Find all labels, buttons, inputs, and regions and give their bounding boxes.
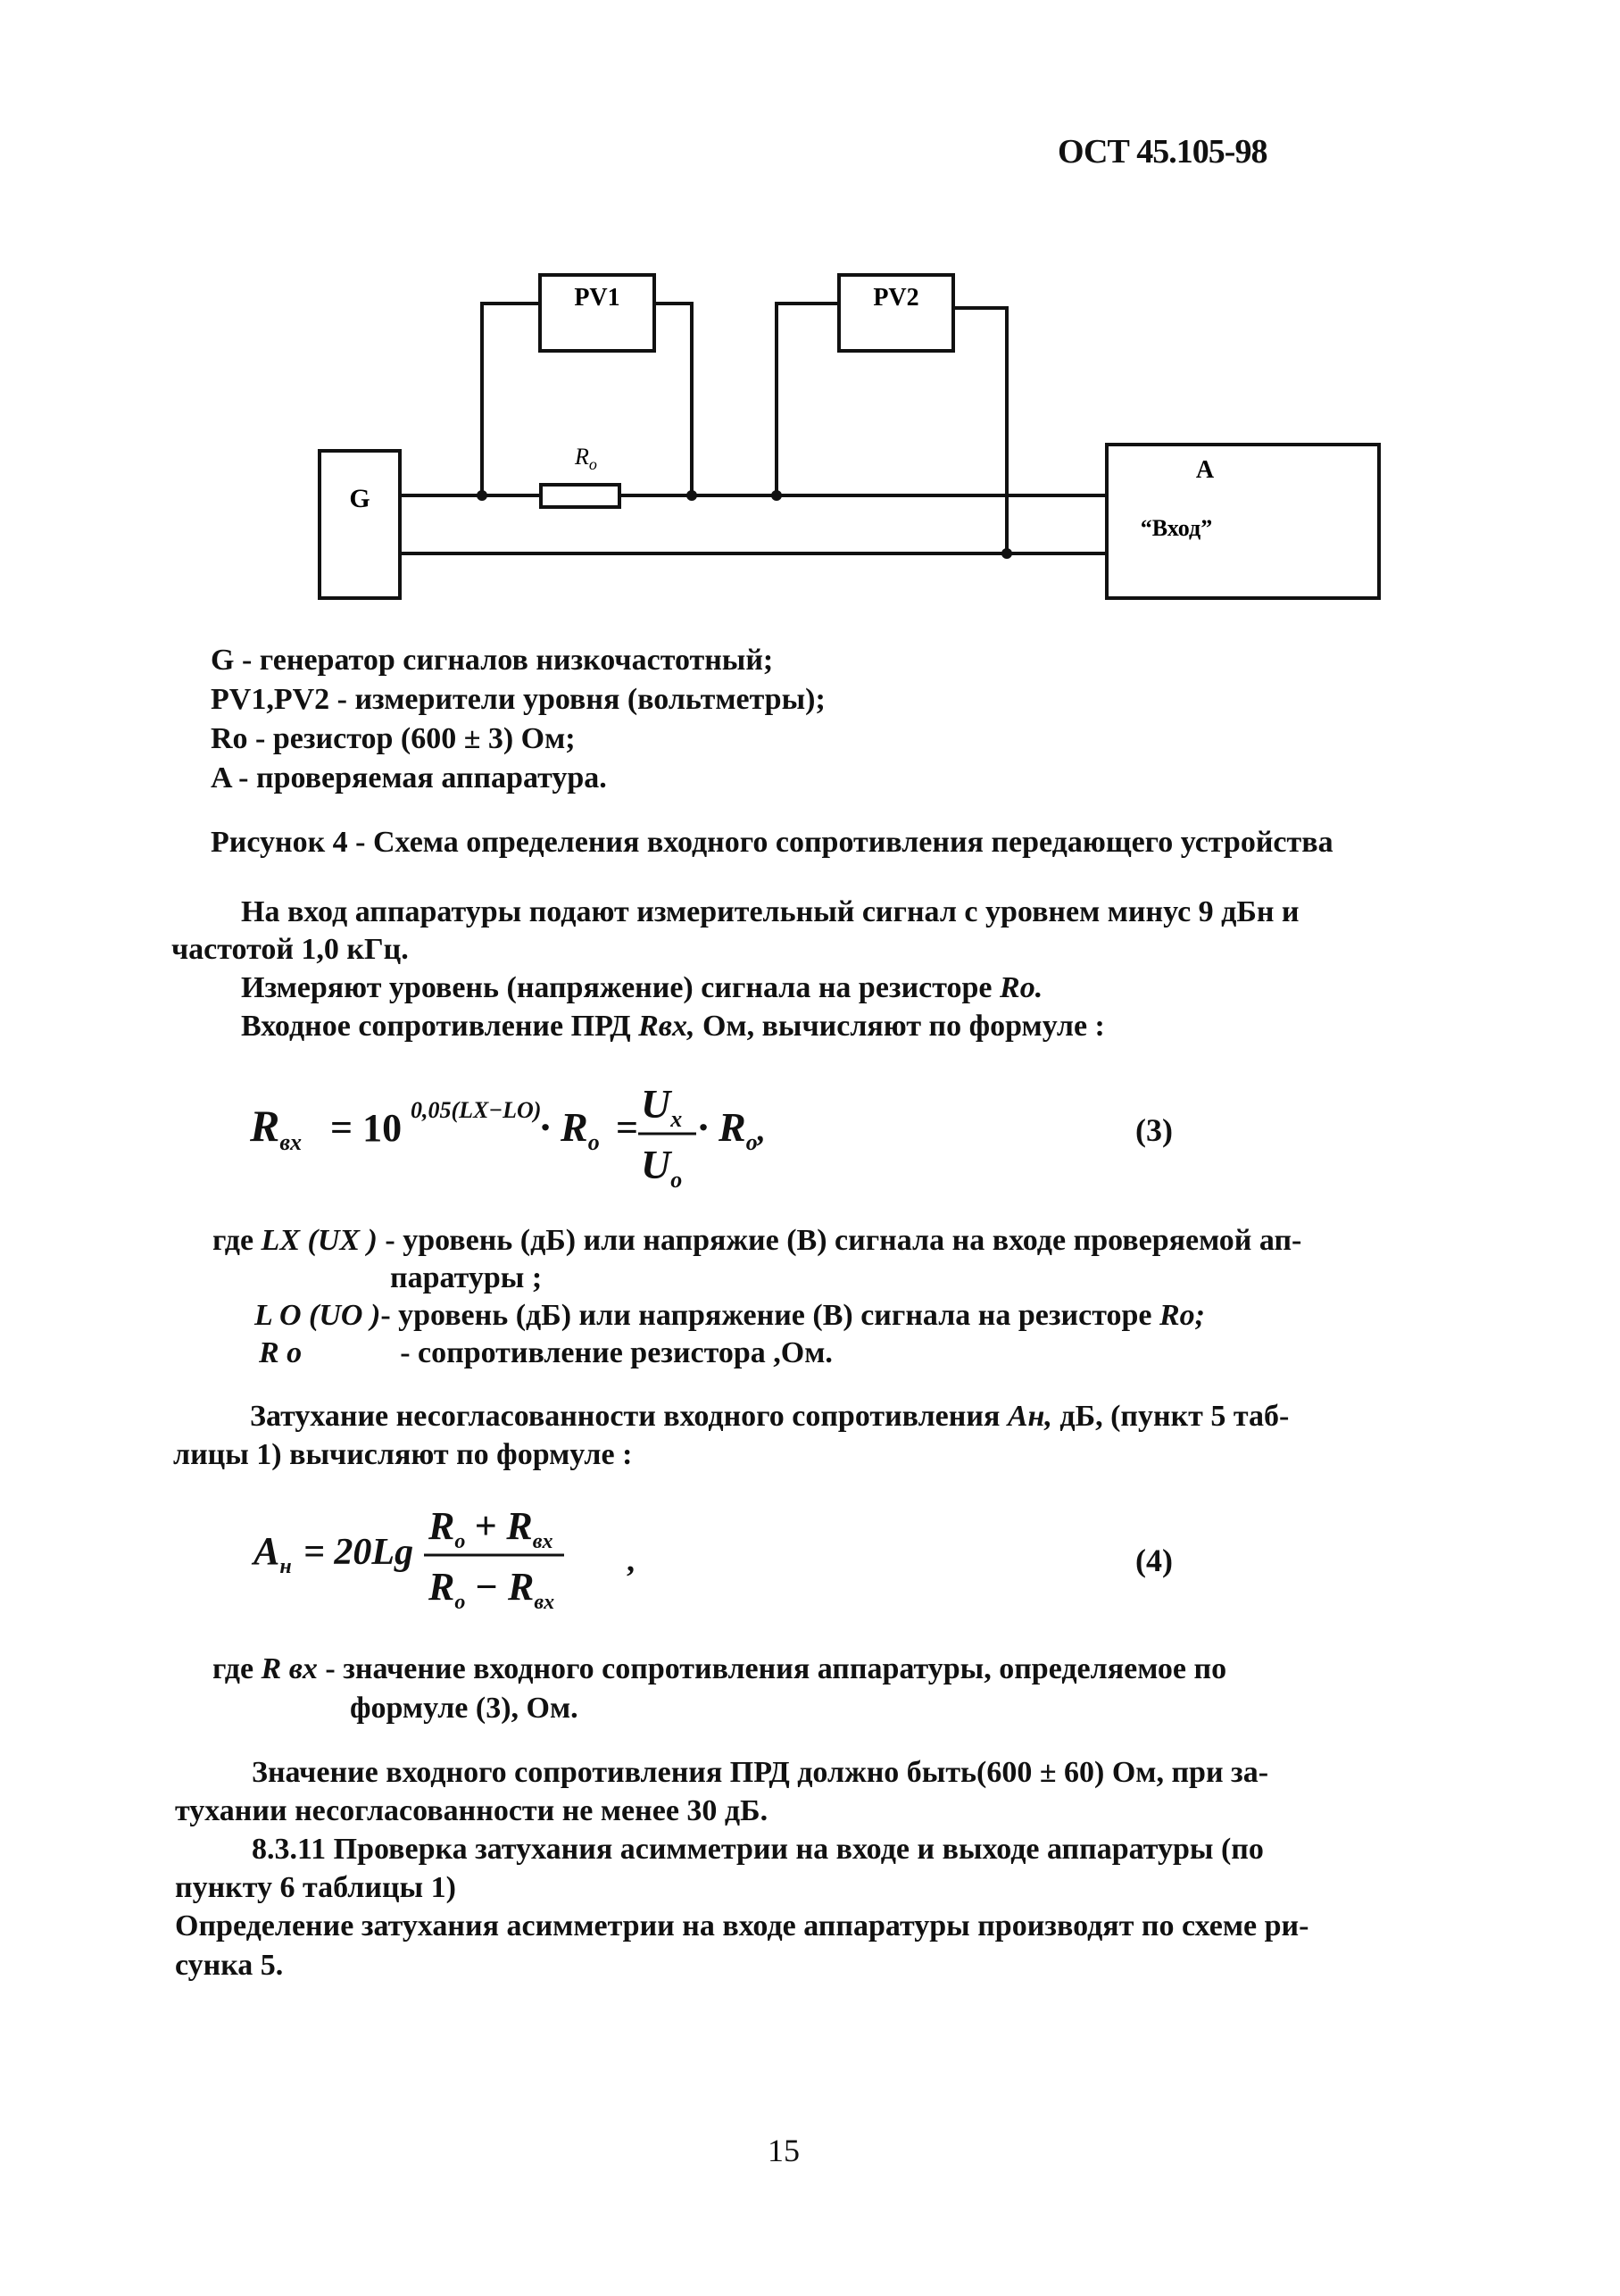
legend-item: G - генератор сигналов низкочастотный; bbox=[211, 644, 774, 677]
generator-label: G bbox=[349, 484, 370, 513]
paragraph-line: Определение затухания асимметрии на входе аппаратуры производят по схеме ри- bbox=[175, 1909, 1309, 1942]
resistor-label: $R_o$ bbox=[575, 444, 597, 473]
junction-dot bbox=[1001, 548, 1012, 559]
paragraph-line: тухании несогласованности не менее 30 дБ. bbox=[175, 1794, 768, 1827]
paragraph-line: частотой 1,0 кГц. bbox=[171, 933, 409, 966]
paragraph-line: На вход аппаратуры подают измерительный сигнал с уровнем минус 9 дБн и bbox=[241, 895, 1300, 928]
svg-text:= 20Lg: = 20Lg bbox=[303, 1532, 414, 1573]
variable-ro: Ro. bbox=[1000, 971, 1043, 1004]
paragraph-line: Значение входного сопротивления ПРД должно быть(600 ± 60) Ом, при за- bbox=[252, 1756, 1269, 1789]
svg-text:0,05(LX−LO): 0,05(LX−LO) bbox=[411, 1097, 542, 1123]
variable-an: Aн, bbox=[1007, 1400, 1052, 1433]
where-line: паратуры ; bbox=[390, 1261, 543, 1294]
legend-item: Ro - резистор (600 ± 3) Ом; bbox=[211, 722, 576, 755]
junction-dot bbox=[477, 490, 487, 501]
pv2-label: PV2 bbox=[873, 284, 919, 312]
figure-caption: Рисунок 4 - Схема определения входного сопротивления передающего устройства bbox=[211, 826, 1333, 859]
variable-rvx: R вх bbox=[261, 1652, 318, 1685]
circuit-diagram bbox=[0, 0, 1620, 625]
where-line: где LX (UX ) - уровень (дБ) или напряжие (В) сигнала на входе проверяемой ап- bbox=[212, 1224, 1302, 1257]
formula-3 bbox=[232, 1062, 1214, 1196]
formula-4 bbox=[241, 1500, 1223, 1616]
svg-text:= 10: = 10 bbox=[330, 1106, 403, 1150]
svg-text:Aн: $A_н$ bbox=[253, 1529, 292, 1578]
device-input-label: “Вход” bbox=[1140, 515, 1213, 541]
junction-dot bbox=[686, 490, 697, 501]
page-number: 15 bbox=[768, 2133, 800, 2168]
legend-item: A - проверяемая аппаратура. bbox=[211, 761, 607, 794]
variable-lx: LX (UX ) bbox=[261, 1224, 378, 1257]
variable-lo: L O (UO ) bbox=[254, 1299, 381, 1332]
pv1-label: PV1 bbox=[574, 284, 620, 312]
svg-text:Ro+ Rвх: $R_o + R_{вх}$ bbox=[428, 1504, 553, 1553]
svg-text:Uo: $U_o$ bbox=[641, 1142, 683, 1193]
where-line: R o - сопротивление резистора ,Ом. bbox=[259, 1336, 833, 1369]
where-line: формуле (3), Ом. bbox=[350, 1692, 578, 1725]
svg-text:=: = bbox=[616, 1106, 639, 1150]
section-heading: 8.3.11 Проверка затухания асимметрии на входе и выходе аппаратуры (по bbox=[252, 1833, 1264, 1866]
paragraph-line: Измеряют уровень (напряжение) сигнала на резисторе Ro. bbox=[241, 971, 1043, 1004]
paragraph-line: сунка 5. bbox=[175, 1949, 284, 1982]
variable-rvx: Rвх, bbox=[638, 1010, 695, 1043]
device-label: A bbox=[1195, 456, 1215, 484]
generator-box bbox=[320, 451, 400, 598]
paragraph-line: лицы 1) вычисляют по формуле : bbox=[173, 1438, 633, 1471]
variable-ro: R o bbox=[259, 1336, 303, 1369]
paragraph-line: Затухание несогласованности входного сопротивления Aн, дБ, (пункт 5 таб- bbox=[250, 1400, 1290, 1433]
resistor-symbol bbox=[541, 485, 619, 507]
svg-text:(4): (4) bbox=[1135, 1543, 1173, 1578]
svg-text:Ux: $U_x$ bbox=[641, 1081, 683, 1132]
svg-text:,: , bbox=[627, 1543, 635, 1578]
paragraph-line: Входное сопротивление ПРД Rвх, Ом, вычисляют по формуле : bbox=[241, 1010, 1105, 1043]
section-heading: пункту 6 таблицы 1) bbox=[175, 1871, 456, 1904]
svg-text:Rвх: $R_{вх}$ bbox=[250, 1101, 302, 1155]
svg-text:· Ro,: · $R_o^,$ bbox=[698, 1104, 766, 1155]
legend-item: PV1,PV2 - измерители уровня (вольтметры); bbox=[211, 683, 826, 716]
svg-text:Ro− Rвх: $R_o - R_{вх}$ bbox=[428, 1565, 555, 1614]
where-line: где R вх - значение входного сопротивления аппаратуры, определяемое по bbox=[212, 1652, 1227, 1685]
document-code: ОСТ 45.105-98 bbox=[1058, 133, 1267, 171]
where-line: L O (UO )- уровень (дБ) или напряжение (В) сигнала на резисторе Ro; bbox=[254, 1299, 1205, 1332]
junction-dot bbox=[771, 490, 782, 501]
svg-text:· Ro: · $R_o$ bbox=[540, 1104, 600, 1155]
svg-text:(3): (3) bbox=[1135, 1112, 1173, 1148]
